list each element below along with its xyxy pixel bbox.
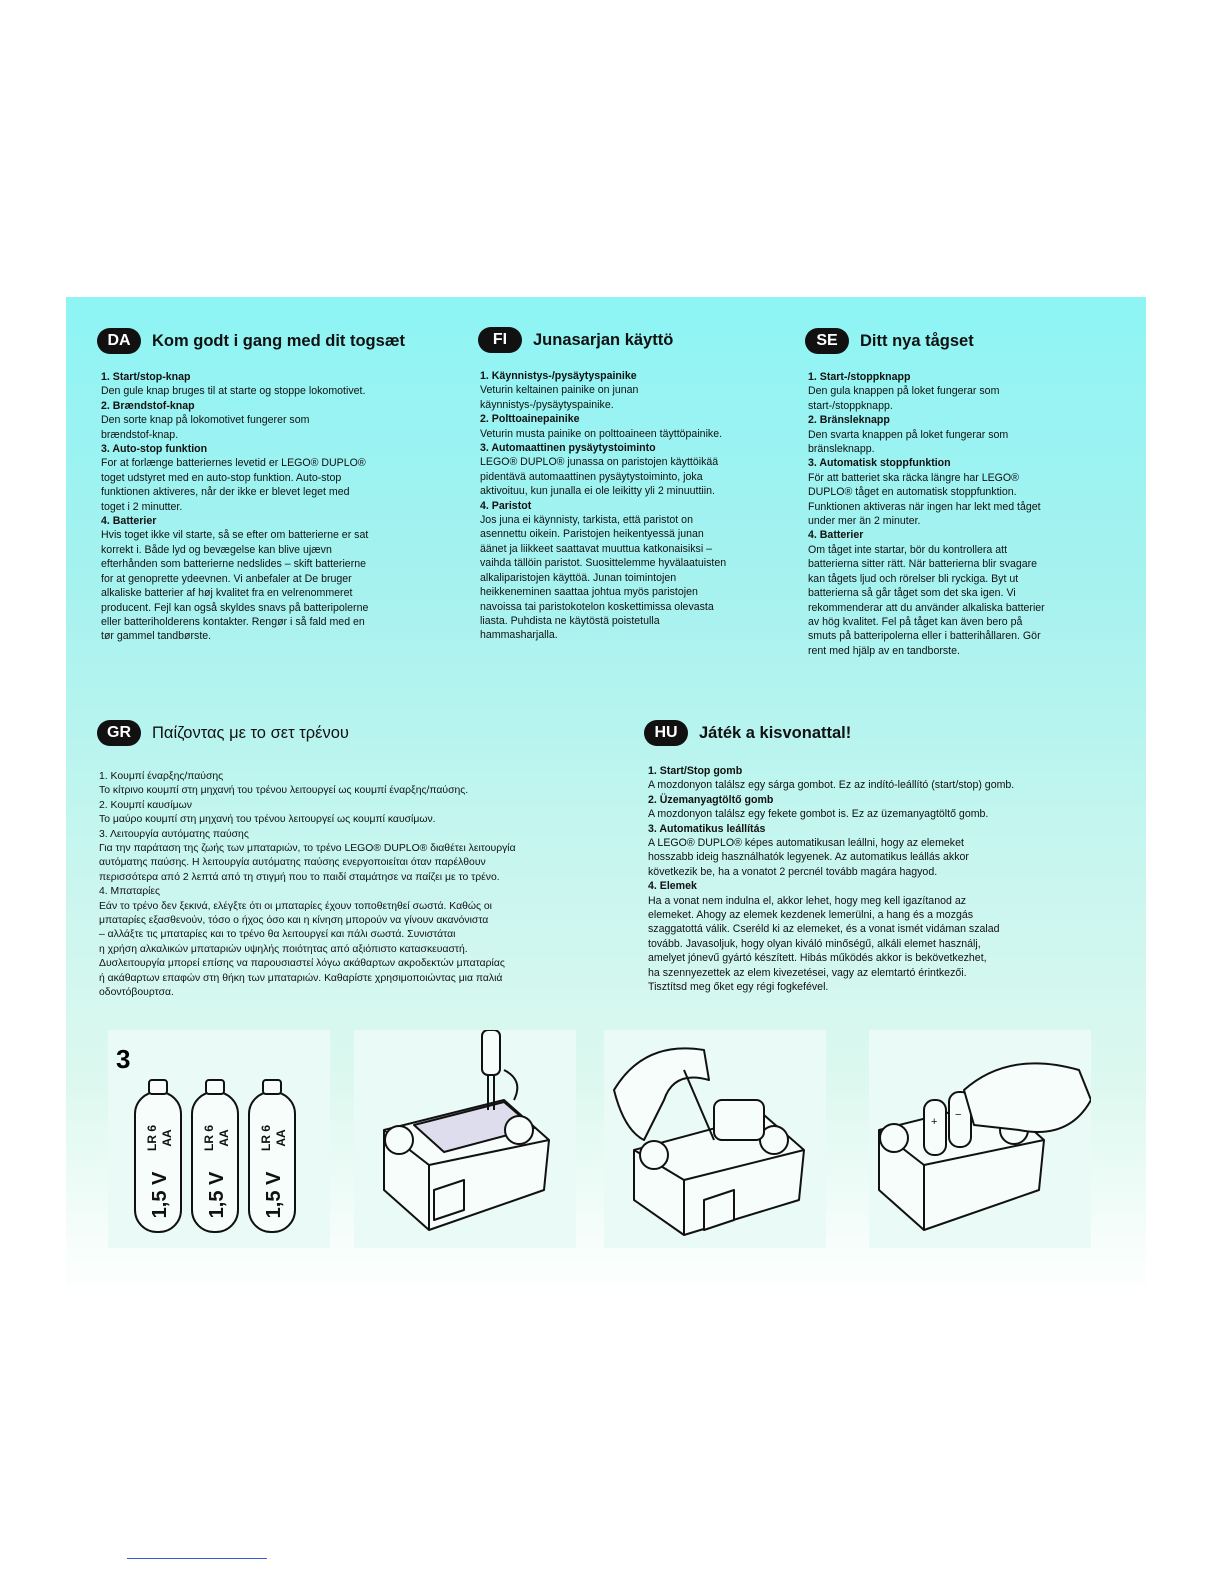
battery-type-label: LR 6 <box>259 1124 273 1152</box>
section-title: Kom godt i gang med dit togsæt <box>152 331 405 350</box>
item-heading: 3. Automaattinen pysäytystoiminto <box>480 442 656 455</box>
item-text-line: Den svarta knappen på loket fungerar som <box>808 428 1009 441</box>
minus-sign: − <box>955 1109 962 1121</box>
item-text-line: következik be, ha a vonatot 2 percnél tovább magára hagyod. <box>648 865 938 878</box>
item-text-line: μπαταρίες εξασθενούν, τόσο ο ήχος όσο και η κίνηση μπορούν να γίνουν ακανόνιστα <box>99 915 489 927</box>
item-text-line: Εάν το τρένο δεν ξεκινά, ελέγξτε ότι οι μπαταρίες έχουν τοποθετηθεί σωστά. Καθώς οι <box>99 900 492 912</box>
item-heading: 4. Μπαταρίες <box>99 886 161 898</box>
battery-type-label: LR 6 <box>202 1124 216 1152</box>
item-heading: 2. Bränsleknapp <box>808 414 890 427</box>
item-text-line: pidentävä automaattinen pysäytystoiminto, joka <box>480 470 703 483</box>
item-text-line: ή ακάθαρτων επαφών στη θήκη των μπαταριών. Καθαρίστε χρησιμοποιώντας μια παλιά <box>99 972 503 984</box>
item-text-line: brændstof-knap. <box>101 428 179 441</box>
item-text-line: – αλλάξτε τις μπαταρίες και το τρένο θα λειτουργεί και πάλι σωστά. Συνιστάται <box>99 929 456 941</box>
item-text-line: toget i 2 minutter. <box>101 500 183 513</box>
battery-voltage-label: 1,5 V <box>149 1171 171 1219</box>
item-heading: 2. Üzemanyagtöltő gomb <box>648 793 774 806</box>
language-badge: SE <box>805 328 849 354</box>
item-text-line: elemeket. Ahogy az elemek kezdenek lemerülni, a hang és a mozgás <box>648 909 974 922</box>
item-text-line: Ha a vonat nem indulna el, akkor lehet, hogy meg kell igazítanod az <box>648 894 967 907</box>
item-text-line: Om tåget inte startar, bör du kontrollera att <box>808 543 1008 556</box>
item-heading: 2. Brændstof-knap <box>101 399 195 412</box>
item-text-line: bränsleknapp. <box>808 443 875 456</box>
illustration-remove-cover <box>604 1030 826 1248</box>
item-text-line: heikkeneminen saattaa johtua myös paristojen <box>480 586 698 599</box>
item-text-line: alkaliske batterier af høj kvalitet fra en velrenommeret <box>101 587 353 600</box>
section-body <box>480 369 778 643</box>
item-text-line: LEGO® DUPLO® junassa on paristojen käyttöikää <box>480 456 719 469</box>
illustration-insert-batteries <box>869 1030 1091 1248</box>
item-heading: 1. Κουμπί έναρξης/παύσης <box>99 771 224 782</box>
item-heading: 1. Start/stop-knap <box>101 371 191 383</box>
item-text-line: start-/stoppknapp. <box>808 399 893 412</box>
battery-voltage-label: 1,5 V <box>263 1171 285 1219</box>
item-heading: 3. Λειτουργία αυτόματης παύσης <box>99 828 249 840</box>
plus-sign: + <box>931 1116 938 1128</box>
batteries-icon <box>108 1030 330 1248</box>
section-header <box>478 325 778 355</box>
hand-icon <box>604 1030 826 1248</box>
battery-type-label: LR 6 <box>145 1124 159 1152</box>
section-se <box>805 326 1105 658</box>
item-text-line: A LEGO® DUPLO® képes automatikusan leállni, hogy az elemeket <box>648 837 964 850</box>
language-badge: FI <box>478 327 522 353</box>
item-text-line: smuts på batteripolerna eller i batterihållaren. Gör <box>808 630 1041 643</box>
item-text-line: περισσότερα από 2 λεπτά από τη στιγμή που το παιδί σταμάτησε να παίζει με το τρένο. <box>99 871 500 883</box>
item-text-line: toget udstyret med en auto-stop funktion. Auto-stop <box>101 471 342 484</box>
item-heading: 1. Start/Stop gomb <box>648 765 743 777</box>
item-text-line: Hvis toget ikke vil starte, så se efter om batterierne er sat <box>101 529 369 542</box>
item-text-line: Το κίτρινο κουμπί στη μηχανή του τρένου λειτουργεί ως κουμπί έναρξης/παύσης. <box>99 785 469 797</box>
section-title: Junasarjan käyttö <box>533 330 674 349</box>
section-body <box>101 370 447 644</box>
illustration-batteries <box>108 1030 330 1248</box>
item-text-line: Veturin musta painike on polttoaineen täyttöpainike. <box>480 427 723 440</box>
battery-size-label: AA <box>160 1129 174 1147</box>
language-badge: DA <box>97 328 141 354</box>
item-heading: 1. Start-/stoppknapp <box>808 371 911 383</box>
item-text-line: av hög kvalitet. Fel på tåget kan även bero på <box>808 615 1023 628</box>
item-text-line: αυτόματης παύσης. Η λειτουργία αυτόματης παύσης ενεργοποιείται όταν παρέλθουν <box>99 857 486 869</box>
item-text-line: Den gule knap bruges til at starte og stoppe lokomotivet. <box>101 385 366 398</box>
item-text-line: A mozdonyon találsz egy fekete gombot is. Ez az üzemanyagtöltő gomb. <box>648 808 989 821</box>
item-text-line: producent. Fejl kan også skyldes snavs på batteripolerne <box>101 601 369 614</box>
item-heading: 4. Paristot <box>480 499 532 512</box>
item-text-line: hammasharjalla. <box>480 629 558 642</box>
item-text-line: tovább. Javasoljuk, hogy olyan kiváló minőségű, alkáli elemet használj, <box>648 937 981 950</box>
insert-battery-icon <box>869 1030 1091 1248</box>
item-text-line: rekommenderar att du använder alkaliska batterier <box>808 601 1045 614</box>
item-text-line: liasta. Puhdista ne käytöstä poistetulla <box>480 614 660 627</box>
item-text-line: η χρήση αλκαλικών μπαταριών υψηλής ποιότητας από αξιόπιστο κατασκευαστή. <box>99 943 468 955</box>
item-text-line: Για την παράταση της ζωής των μπαταριών, το τρένο LEGO® DUPLO® διαθέτει λειτουργία <box>99 843 516 855</box>
item-text-line: ha szennyezettek az elem kivezetései, vagy az elemtartó érintkezői. <box>648 966 967 979</box>
section-body <box>99 770 617 1001</box>
item-text-line: Δυσλειτουργία μπορεί επίσης να παρουσιαστεί λόγω ακάθαρτων ακροδεκτών μπαταρίας <box>99 958 505 970</box>
section-body <box>648 764 1104 995</box>
item-text-line: rent med hjälp av en tandborste. <box>808 644 960 657</box>
item-text-line: vaihda tällöin paristot. Suosittelemme hyvälaatuisten <box>480 557 727 570</box>
section-title: Παίζοντας με το σετ τρένου <box>152 723 349 742</box>
section-hu <box>644 718 1104 995</box>
section-header <box>805 326 1105 356</box>
section-da <box>97 326 447 644</box>
battery-size-label: AA <box>217 1129 231 1147</box>
item-text-line: DUPLO® tåget en automatisk stoppfunktion. <box>808 486 1017 499</box>
section-title: Ditt nya tågset <box>860 331 974 350</box>
section-header <box>97 326 447 356</box>
item-text-line: Funktionen aktiveras när ingen har lekt med tåget <box>808 500 1041 513</box>
section-gr <box>97 718 617 1001</box>
item-text-line: A mozdonyon találsz egy sárga gombot. Ez az indító-leállító (start/stop) gomb. <box>648 779 1015 792</box>
item-text-line: kan tågets ljud och rörelser bli ryckiga. Byt ut <box>808 572 1019 585</box>
item-text-line: eller batteriholderens kontakter. Rengør i så fald med en <box>101 615 365 628</box>
section-header <box>644 718 1104 748</box>
item-text-line: οδοντόβουρτσα. <box>99 987 174 999</box>
item-text-line: Den gula knappen på loket fungerar som <box>808 385 1000 398</box>
item-text-line: for at genoprette ydeevnen. Vi anbefaler at De bruger <box>101 572 352 585</box>
item-text-line: alkaliparistojen käyttöä. Junan toimintojen <box>480 571 677 584</box>
item-text-line: Jos juna ei käynnisty, tarkista, että paristot on <box>480 514 693 527</box>
item-text-line: efterhånden som batterierne nedslides – skift batterierne <box>101 558 366 571</box>
item-text-line: Το μαύρο κουμπί στη μηχανή του τρένου λειτουργεί ως κουμπί καυσίμων. <box>99 814 436 826</box>
item-text-line: batterierna sitter rätt. När batterierna blir svagare <box>808 558 1038 571</box>
item-text-line: Den sorte knap på lokomotivet fungerer som <box>101 414 310 427</box>
battery-voltage-label: 1,5 V <box>206 1171 228 1219</box>
item-heading: 2. Polttoainepainike <box>480 413 580 426</box>
item-text-line: aktivoituu, kun junalla ei ole leikitty yli 2 minuuttiin. <box>480 485 715 498</box>
item-text-line: tør gammel tandbørste. <box>101 630 212 643</box>
item-heading: 4. Elemek <box>648 880 697 893</box>
footer-divider <box>127 1558 267 1559</box>
item-text-line: For at forlænge batteriernes levetid er LEGO® DUPLO® <box>101 457 366 470</box>
item-heading: 4. Batterier <box>808 529 864 542</box>
item-text-line: navoissa tai paristokotelon koskettimissa olevasta <box>480 600 714 613</box>
screwdriver-icon <box>354 1030 576 1248</box>
battery-count: 3 <box>116 1044 131 1074</box>
item-text-line: amelyet jónevű gyártó készített. Hibás működés akkor is bekövetkezhet, <box>648 952 987 965</box>
item-heading: 3. Automatisk stoppfunktion <box>808 457 951 470</box>
battery-size-label: AA <box>274 1129 288 1147</box>
item-text-line: under mer än 2 minuter. <box>808 515 921 528</box>
language-badge: HU <box>644 720 688 746</box>
language-badge: GR <box>97 720 141 746</box>
section-header <box>97 718 617 748</box>
item-text-line: Veturin keltainen painike on junan <box>480 384 639 397</box>
item-heading: 3. Auto-stop funktion <box>101 443 208 456</box>
item-text-line: hosszabb ideig használhatók legyenek. Az automatikus leállás akkor <box>648 851 969 864</box>
section-fi <box>478 325 778 643</box>
section-body <box>808 370 1105 658</box>
item-heading: 2. Κουμπί καυσίμων <box>99 799 192 811</box>
item-heading: 4. Batterier <box>101 515 157 528</box>
item-text-line: funktionen aktiveres, når der ikke er blevet leget med <box>101 486 350 499</box>
item-text-line: äänet ja liikkeet saattavat muuttua katkonaisiksi – <box>480 542 713 555</box>
section-title: Játék a kisvonattal! <box>699 723 852 742</box>
item-text-line: korrekt i. Både lyd og bevægelse kan blive ujævn <box>101 543 332 556</box>
item-text-line: asennettu oikein. Paristojen heikentyessä junan <box>480 528 704 541</box>
item-text-line: För att batteriet ska räcka längre har LEGO® <box>808 471 1019 484</box>
item-text-line: szaggatottá válik. Cseréld ki az elemeket, és a vonat ismét vidáman szalad <box>648 923 1000 936</box>
item-text-line: käynnistys-/pysäytyspainike. <box>480 398 614 411</box>
illustration-open-cover <box>354 1030 576 1248</box>
item-heading: 3. Automatikus leállítás <box>648 822 766 835</box>
item-text-line: batterierna så går tåget som det ska igen. Vi <box>808 587 1016 600</box>
item-text-line: Tisztítsd meg őket egy régi fogkefével. <box>648 981 829 994</box>
item-heading: 1. Käynnistys-/pysäytyspainike <box>480 370 637 382</box>
